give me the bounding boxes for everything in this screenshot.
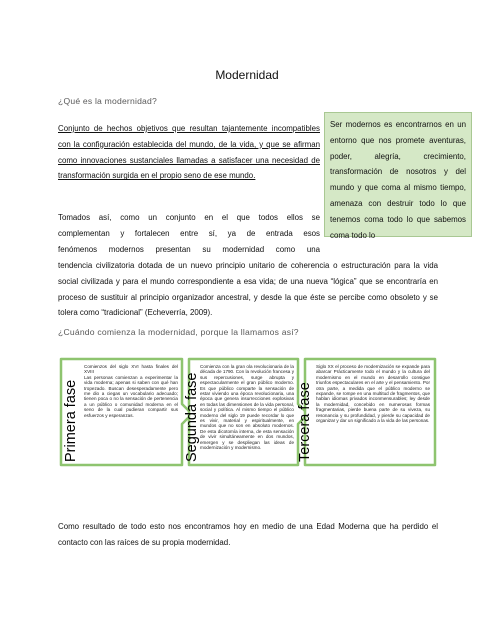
- paragraph-line-1: Tomados así, como un conjunto en el que todos ellos se: [58, 213, 320, 222]
- paragraph-line-3: fenómenos modernos presentan su modernidad como una: [58, 245, 320, 254]
- page-title: Modernidad: [215, 68, 279, 82]
- paragraph-continuation: tendencia civilizatoria dotada de un nuevo principio unitario de coherencia o estructuración para la vida social civilizada y para el mundo correspondiente a esa vida; de una nueva “lógica” que se encontraría en proceso de sustituir al principio organizador ancestral, y desde la que éste se percibe como obsoleto y se tolera como “tradicional” (Echeverría, 2009).: [58, 261, 438, 318]
- section-heading-what: ¿Qué es la modernidad?: [58, 96, 157, 106]
- quote-callout: Ser modernos es encontrarnos en un entorno que nos promete aventuras, poder, alegría, crecimiento, transformación de nosotros y del mundo y que coma al mismo tiempo, amenaza con destruir todo lo que tenemos coma todo lo que sabemos coma todo lo: [324, 112, 472, 237]
- section-heading-when: ¿Cuándo comienza la modernidad, porque la llamamos así?: [58, 327, 299, 337]
- phase-2-text: Comienza con la gran ola revolucionaria de la década de 1790. Con la revolución francesa y sus repercusiones, surge abrupta y espectacularmente el gran público moderno. Es que público comparte la sensación de estar viviendo una época revolucionaria, una época que genera insurrecciones explosivas en todas las dimensiones de la vida personal, social y política. Al mismo tiempo el público moderno del siglo 19 puede recordar lo que es vivir, material y espiritualmente, en mundos que no son en absoluto modernos. De esta dicotomía interna, de esta sensación de vivir simultáneamente en dos mundos, emergen y se despliegan las ideas de modernización y modernismo.: [200, 364, 294, 451]
- conclusion-paragraph: Como resultado de todo esto nos encontramos hoy en medio de una Edad Moderna que ha perdido el contacto con las raíces de su propia modernidad.: [58, 522, 438, 547]
- phase-2-label: Segunda fase: [184, 372, 200, 462]
- phase-1-label: Primera fase: [63, 379, 79, 462]
- paragraph-line-2: complementan y fortalecen entre sí, ya de entrada esos: [58, 229, 320, 238]
- phases-diagram: [58, 352, 438, 472]
- phase-3-label: Tercera fase: [297, 382, 313, 462]
- definition-paragraph: Conjunto de hechos objetivos que resultan tajantemente incompatibles con la configuración establecida del mundo, de la vida, y que se afirman como innovaciones sustanciales llamadas a satisfacer una necesidad de transformación surgida en el propio seno de ese mundo.: [58, 124, 320, 181]
- phase-3-text: Siglo XX el proceso de modernización se expande para abarcar Prácticamente todo el mundo y la cultura del modernismo en el mundo en desarrollo consigue triunfos espectaculares en el arte y el pensamiento. Por otra parte, a medida que el público moderno se expande, se rompe en una multitud de fragmentos, que hablan idiomas privados inconmensurables; ley desde la modernidad, concebido en numerosas formas fragmentarias, pierde buena parte de su viveza, su resonancia y su profundidad, y pierde su capacidad de organizar y dar un significado a la vida de las personas.: [316, 364, 430, 424]
- phase-1-text: Comienzos del siglo XVI hasta finales del XVIII Las personas comienzan a experimentar la vida moderna; apenas si saben con qué han tropezado. Buscan desesperadamente pero me dio a ciegas un vocabulario adecuado; tienen poca o no la sensación de pertenencia a un público o comunidad moderna en el seno de la cual pudieran compartir sus esfuerzos y esperanzas.: [84, 364, 178, 418]
